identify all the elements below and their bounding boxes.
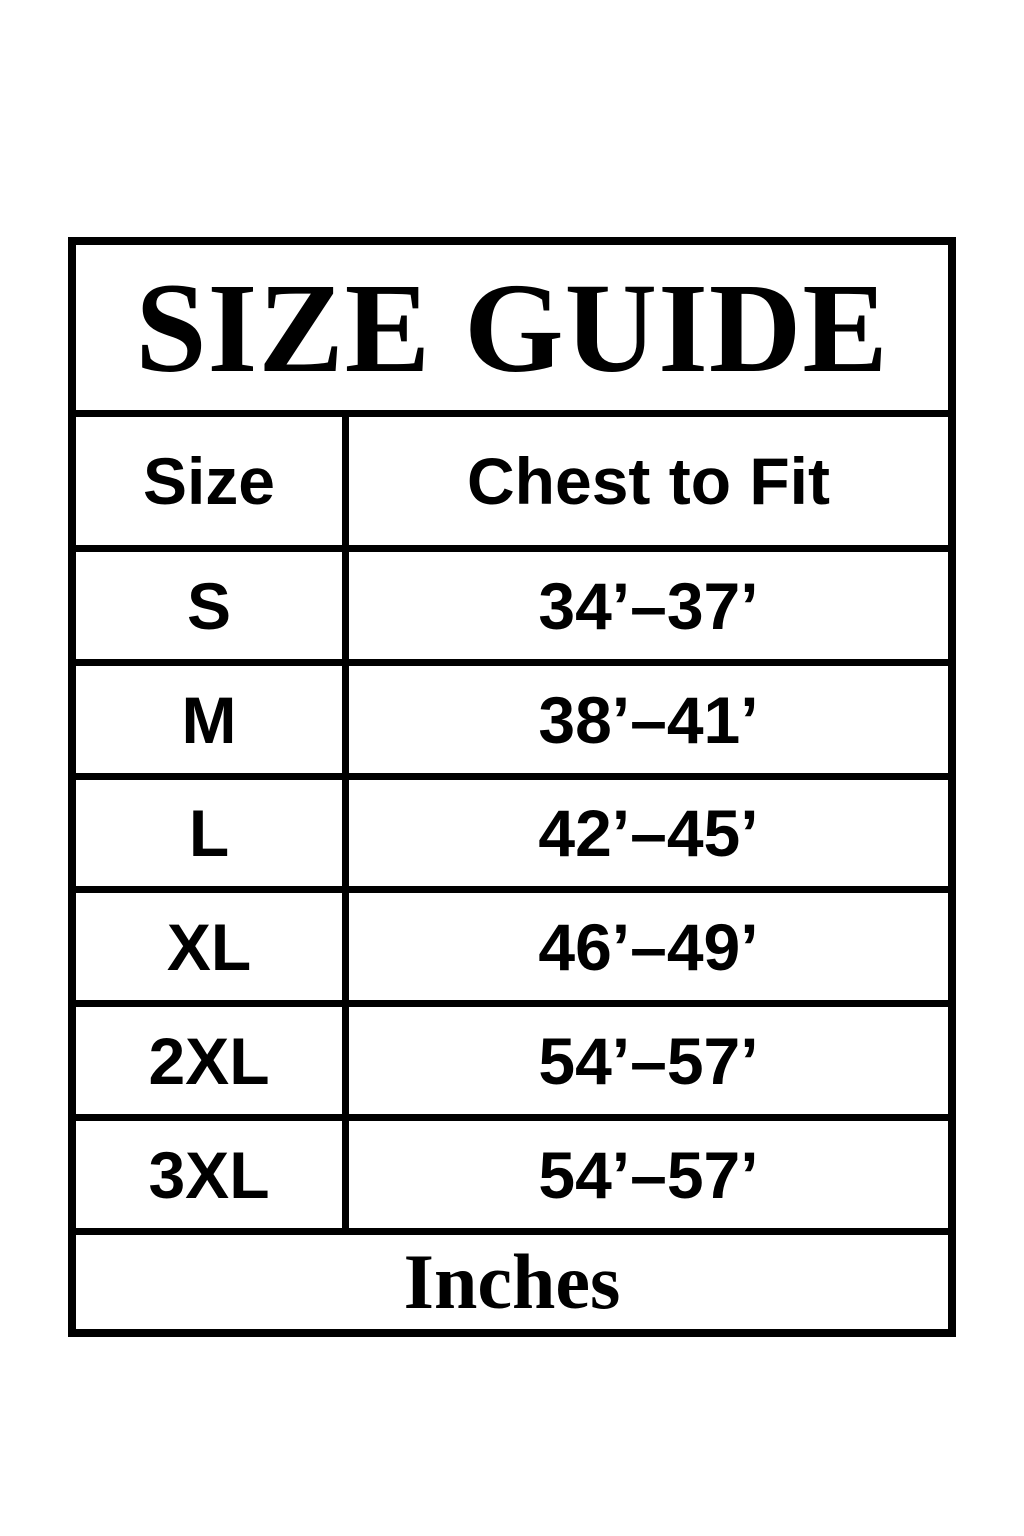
table-row	[76, 1114, 948, 1228]
size-cell	[76, 893, 342, 1000]
size-value: L	[188, 796, 230, 870]
header-row	[76, 410, 948, 545]
chest-cell	[342, 666, 948, 773]
column-header-chest-label: Chest to Fit	[467, 444, 830, 518]
footer-row	[76, 1228, 948, 1329]
column-header-size-label: Size	[142, 444, 276, 518]
units-label: Inches	[403, 1238, 621, 1325]
chest-cell	[342, 1007, 948, 1114]
size-value: S	[186, 568, 232, 643]
title-cell	[76, 245, 948, 410]
chest-value: 38’–41’	[538, 682, 759, 757]
size-cell	[76, 552, 342, 659]
footer-cell	[76, 1235, 948, 1329]
size-guide-table	[68, 237, 956, 1337]
size-value: 3XL	[148, 1137, 270, 1212]
chest-value: 54’–57’	[538, 1137, 759, 1212]
chest-value: 34’–37’	[538, 568, 759, 643]
chest-value: 54’–57’	[538, 1023, 759, 1098]
chest-value: 42’–45’	[538, 796, 759, 870]
table-title: SIZE GUIDE	[135, 256, 889, 399]
chest-cell	[342, 1121, 948, 1228]
table-row	[76, 886, 948, 1000]
size-value: M	[181, 682, 237, 757]
table-row	[76, 773, 948, 886]
chest-cell	[342, 893, 948, 1000]
column-header-chest	[342, 417, 948, 545]
size-cell	[76, 780, 342, 886]
chest-cell	[342, 780, 948, 886]
table-row	[76, 659, 948, 773]
title-row	[76, 245, 948, 410]
chest-value: 46’–49’	[538, 909, 759, 984]
size-cell	[76, 1121, 342, 1228]
table-row	[76, 1000, 948, 1114]
table-row	[76, 545, 948, 659]
column-header-size	[76, 417, 342, 545]
chest-cell	[342, 552, 948, 659]
size-value: 2XL	[148, 1023, 270, 1098]
size-cell	[76, 666, 342, 773]
size-value: XL	[166, 909, 252, 984]
size-cell	[76, 1007, 342, 1114]
